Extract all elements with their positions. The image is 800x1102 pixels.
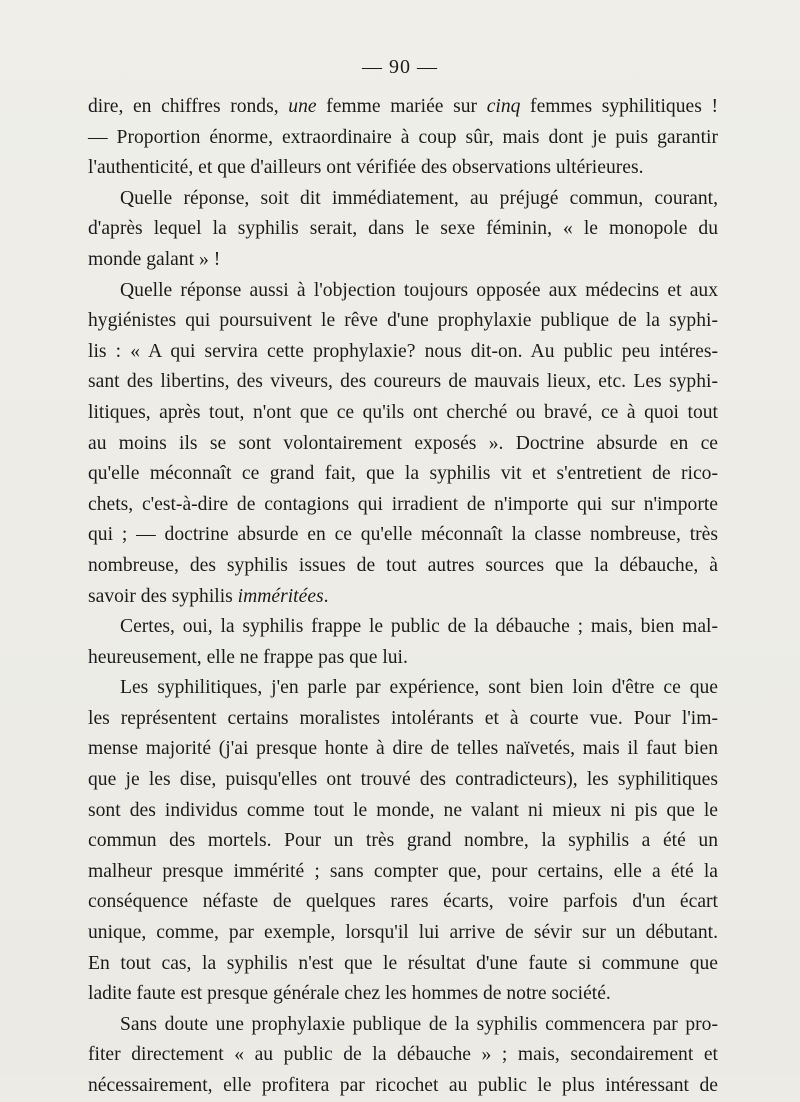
text-line bbox=[88, 276, 718, 307]
text-segment: nécessairement, elle profitera par ricochet au public le plus intéressant de bbox=[88, 1075, 718, 1096]
text-segment: Les syphilitiques, j'en parle par expérience, sont bien loin d'être ce que bbox=[120, 677, 718, 699]
text-line bbox=[88, 918, 718, 949]
text-segment: lis : « A qui servira cette prophylaxie? nous dit-on. Au public peu intéres- bbox=[88, 340, 718, 362]
text-line bbox=[88, 398, 718, 429]
text-segment: malheur presque immérité ; sans compter que, pour certains, elle a été la bbox=[88, 860, 718, 882]
text-line bbox=[88, 306, 718, 337]
text-line bbox=[88, 184, 718, 215]
paragraph bbox=[88, 276, 718, 613]
text-segment: Sans doute une prophylaxie publique de la syphilis commencera par pro- bbox=[120, 1013, 718, 1035]
text-line bbox=[88, 214, 718, 245]
text-line bbox=[88, 429, 718, 460]
text-line bbox=[88, 92, 718, 123]
text-line bbox=[88, 796, 718, 827]
page-number: — 90 — bbox=[362, 56, 438, 78]
text-segment: les représentent certains moralistes intolérants et à courte vue. Pour l'im- bbox=[88, 707, 718, 729]
text-segment: unique, comme, par exemple, lorsqu'il lui arrive de sévir sur un débutant. bbox=[88, 922, 718, 944]
text-line bbox=[88, 612, 718, 643]
text-segment: sant des libertins, des viveurs, des coureurs de mauvais lieux, etc. Les syphi- bbox=[88, 371, 718, 393]
text-segment: que je les dise, puisqu'elles ont trouvé des contradicteurs), les syphilitiques bbox=[88, 769, 718, 791]
text-line bbox=[88, 520, 718, 551]
text-line bbox=[88, 245, 718, 276]
text-line bbox=[88, 949, 718, 980]
text-segment: mense majorité (j'ai presque honte à dire de telles naïvetés, mais il faut bien bbox=[88, 738, 718, 760]
text-line bbox=[88, 1040, 718, 1071]
text-segment: d'après lequel la syphilis serait, dans le sexe féminin, « le monopole du bbox=[88, 218, 718, 240]
text-segment: l'authenticité, et que d'ailleurs ont vérifiée des observations ultérieures. bbox=[88, 157, 644, 179]
italic-text: imméritées bbox=[237, 585, 324, 607]
text-segment: . bbox=[323, 585, 329, 607]
text-segment: qu'elle méconnaît ce grand fait, que la syphilis vit et s'entretient de rico- bbox=[88, 463, 718, 485]
text-segment: savoir des syphilis bbox=[88, 585, 238, 607]
text-line bbox=[88, 337, 718, 368]
text-segment: sont des individus comme tout le monde, ne valant ni mieux ni pis que le bbox=[88, 799, 718, 821]
paragraph bbox=[88, 92, 718, 184]
text-segment: commun des mortels. Pour un très grand nombre, la syphilis a été un bbox=[88, 830, 718, 852]
text-segment: monde galant » ! bbox=[88, 248, 221, 270]
text-segment: Certes, oui, la syphilis frappe le public de la débauche ; mais, bien mal- bbox=[120, 616, 718, 638]
text-segment: fiter directement « au public de la débauche » ; mais, secondairement et bbox=[88, 1044, 718, 1066]
paragraph bbox=[88, 184, 718, 276]
text-line bbox=[88, 857, 718, 888]
text-line bbox=[88, 123, 718, 154]
text-segment: femmes syphilitiques ! bbox=[520, 96, 718, 117]
text-segment: dire, en chiffres ronds, bbox=[88, 96, 289, 117]
body-text bbox=[88, 92, 718, 1102]
text-segment: En tout cas, la syphilis n'est que le résultat d'une faute si commune que bbox=[88, 952, 718, 974]
paragraph bbox=[88, 1010, 718, 1102]
text-segment: conséquence néfaste de quelques rares écarts, voire parfois d'un écart bbox=[88, 891, 718, 913]
text-line bbox=[88, 551, 718, 582]
paragraph bbox=[88, 673, 718, 1010]
italic-text: une bbox=[288, 96, 317, 117]
paragraph bbox=[88, 612, 718, 673]
text-segment: Quelle réponse, soit dit immédiatement, au préjugé commun, courant, bbox=[120, 187, 718, 209]
italic-text: cinq bbox=[486, 96, 521, 117]
text-segment: litiques, après tout, n'ont que ce qu'ils ont cherché ou bravé, ce à quoi tout bbox=[88, 401, 718, 423]
text-segment: qui ; — doctrine absurde en ce qu'elle méconnaît la classe nombreuse, très bbox=[88, 524, 718, 546]
text-line bbox=[88, 765, 718, 796]
text-line bbox=[88, 367, 718, 398]
text-segment: ladite faute est presque générale chez les hommes de notre société. bbox=[88, 983, 611, 1005]
text-line bbox=[88, 826, 718, 857]
text-line bbox=[88, 459, 718, 490]
text-line bbox=[88, 979, 718, 1010]
text-line bbox=[88, 153, 718, 184]
text-line bbox=[88, 673, 718, 704]
text-segment: Quelle réponse aussi à l'objection toujours opposée aux médecins et aux bbox=[120, 279, 718, 301]
text-line bbox=[88, 582, 718, 613]
text-line bbox=[88, 490, 718, 521]
text-segment: hygiénistes qui poursuivent le rêve d'une prophylaxie publique de la syphi- bbox=[88, 310, 718, 332]
text-line bbox=[88, 1071, 718, 1102]
text-segment: femme mariée sur bbox=[316, 96, 487, 117]
text-segment: heureusement, elle ne frappe pas que lui. bbox=[88, 646, 408, 668]
text-line bbox=[88, 704, 718, 735]
text-line bbox=[88, 887, 718, 918]
text-segment: au moins ils se sont volontairement exposés ». Doctrine absurde en ce bbox=[88, 432, 718, 454]
text-line bbox=[88, 1010, 718, 1041]
text-line bbox=[88, 643, 718, 674]
text-segment: — Proportion énorme, extraordinaire à coup sûr, mais dont je puis garantir bbox=[88, 126, 718, 148]
text-segment: nombreuse, des syphilis issues de tout autres sources que la débauche, à bbox=[88, 554, 718, 576]
text-segment: chets, c'est-à-dire de contagions qui irradient de n'importe qui sur n'importe bbox=[88, 493, 718, 515]
text-line bbox=[88, 734, 718, 765]
